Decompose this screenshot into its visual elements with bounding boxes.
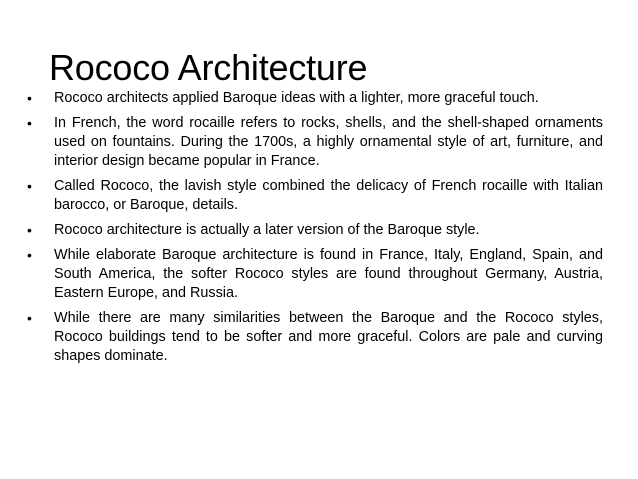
bullet-item: [27, 114, 603, 171]
bullet-list: [27, 89, 603, 372]
bullet-dot-icon: •: [27, 247, 32, 263]
bullet-text: In French, the word rocaille refers to rocks, shells, and the shell-shaped ornaments used on fountains. During the 1700s, a highly ornamental style of art, furniture, and interior design became popular in France.: [54, 115, 603, 169]
bullet-dot-icon: •: [27, 90, 32, 106]
bullet-item: [27, 221, 603, 240]
bullet-dot-icon: •: [27, 310, 32, 326]
bullet-dot-icon: •: [27, 115, 32, 131]
bullet-text: Rococo architecture is actually a later version of the Baroque style.: [54, 222, 480, 238]
bullet-item: [27, 177, 603, 215]
bullet-text: While elaborate Baroque architecture is found in France, Italy, England, Spain, and South America, the softer Rococo styles are found throughout Germany, Austria, Eastern Europe, and Russia.: [54, 247, 603, 301]
bullet-text: While there are many similarities between the Baroque and the Rococo styles, Rococo buildings tend to be softer and more graceful. Colors are pale and curving shapes dominate.: [54, 310, 603, 364]
slide-title: Rococo Architecture: [49, 47, 368, 88]
bullet-item: [27, 246, 603, 303]
bullet-item: [27, 309, 603, 366]
bullet-text: Rococo architects applied Baroque ideas with a lighter, more graceful touch.: [54, 90, 539, 106]
bullet-dot-icon: •: [27, 222, 32, 238]
bullet-item: [27, 89, 603, 108]
bullet-text: Called Rococo, the lavish style combined the delicacy of French rocaille with Italian barocco, or Baroque, details.: [54, 178, 603, 213]
bullet-dot-icon: •: [27, 178, 32, 194]
